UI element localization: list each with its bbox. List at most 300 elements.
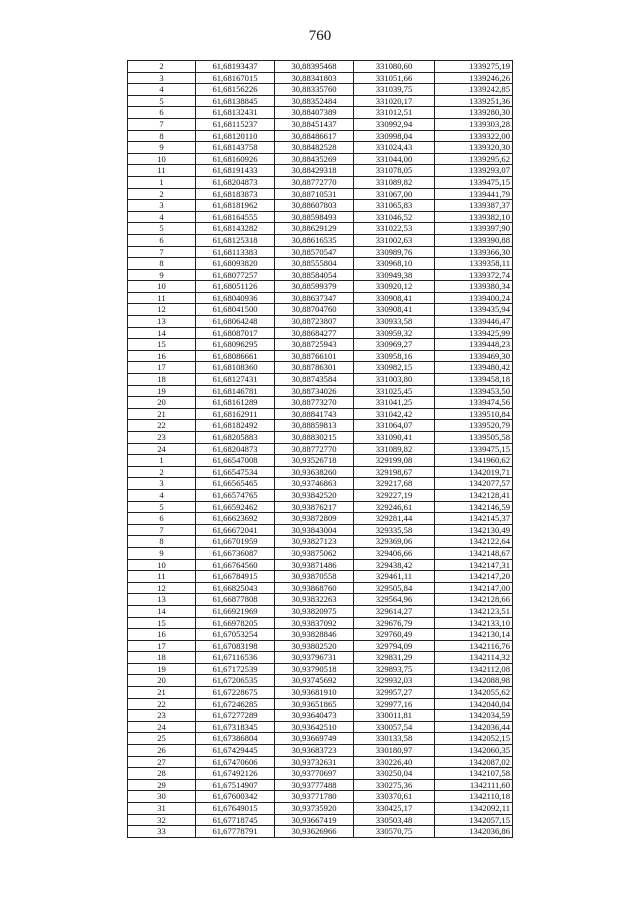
latitude-cell: 61,67649015	[196, 803, 275, 815]
x-coordinate-cell: 329760,49	[354, 629, 435, 641]
table-row	[128, 710, 513, 722]
x-coordinate-cell: 331089,82	[354, 176, 435, 188]
latitude-cell: 61,68182492	[196, 420, 275, 432]
y-coordinate-cell: 1342130,14	[435, 629, 513, 641]
x-coordinate-cell: 329217,68	[354, 478, 435, 490]
longitude-cell: 30,88429318	[275, 165, 354, 177]
latitude-cell: 61,68120110	[196, 130, 275, 142]
y-coordinate-cell: 1342122,64	[435, 536, 513, 548]
latitude-cell: 61,67600342	[196, 791, 275, 803]
point-number-cell: 22	[128, 698, 196, 710]
point-number-cell: 24	[128, 721, 196, 733]
x-coordinate-cell: 330503,48	[354, 814, 435, 826]
x-coordinate-cell: 331046,52	[354, 211, 435, 223]
y-coordinate-cell: 1342034,59	[435, 710, 513, 722]
longitude-cell: 30,93626966	[275, 826, 354, 838]
latitude-cell: 61,66547008	[196, 455, 275, 467]
point-number-cell: 2	[128, 188, 196, 200]
point-number-cell: 19	[128, 385, 196, 397]
latitude-cell: 61,68087017	[196, 327, 275, 339]
point-number-cell: 2	[128, 466, 196, 478]
table-row	[128, 721, 513, 733]
y-coordinate-cell: 1339382,10	[435, 211, 513, 223]
longitude-cell: 30,88637347	[275, 292, 354, 304]
longitude-cell: 30,93683723	[275, 745, 354, 757]
y-coordinate-cell: 1342057,15	[435, 814, 513, 826]
longitude-cell: 30,93820975	[275, 605, 354, 617]
y-coordinate-cell: 1339480,42	[435, 362, 513, 374]
table-row	[128, 84, 513, 96]
longitude-cell: 30,88341803	[275, 72, 354, 84]
longitude-cell: 30,88335760	[275, 84, 354, 96]
y-coordinate-cell: 1339380,34	[435, 281, 513, 293]
latitude-cell: 61,66764560	[196, 559, 275, 571]
point-number-cell: 22	[128, 420, 196, 432]
point-number-cell: 21	[128, 687, 196, 699]
x-coordinate-cell: 329461,11	[354, 571, 435, 583]
latitude-cell: 61,68160926	[196, 153, 275, 165]
y-coordinate-cell: 1342019,71	[435, 466, 513, 478]
point-number-cell: 33	[128, 826, 196, 838]
x-coordinate-cell: 331024,43	[354, 142, 435, 154]
x-coordinate-cell: 330250,04	[354, 768, 435, 780]
latitude-cell: 61,67492126	[196, 768, 275, 780]
x-coordinate-cell: 330920,12	[354, 281, 435, 293]
point-number-cell: 13	[128, 316, 196, 328]
latitude-cell: 61,67277289	[196, 710, 275, 722]
y-coordinate-cell: 1339475,15	[435, 443, 513, 455]
x-coordinate-cell: 331064,07	[354, 420, 435, 432]
table-row	[128, 118, 513, 130]
point-number-cell: 9	[128, 142, 196, 154]
latitude-cell: 61,68143282	[196, 223, 275, 235]
point-number-cell: 26	[128, 745, 196, 757]
longitude-cell: 30,88772770	[275, 176, 354, 188]
coordinates-table	[127, 60, 513, 838]
y-coordinate-cell: 1339435,94	[435, 304, 513, 316]
point-number-cell: 7	[128, 118, 196, 130]
table-row	[128, 176, 513, 188]
table-row	[128, 281, 513, 293]
longitude-cell: 30,88725943	[275, 339, 354, 351]
table-row	[128, 292, 513, 304]
x-coordinate-cell: 329335,58	[354, 524, 435, 536]
longitude-cell: 30,93828846	[275, 629, 354, 641]
table-row	[128, 733, 513, 745]
y-coordinate-cell: 1342111,60	[435, 779, 513, 791]
x-coordinate-cell: 329199,08	[354, 455, 435, 467]
latitude-cell: 61,68040936	[196, 292, 275, 304]
point-number-cell: 3	[128, 200, 196, 212]
y-coordinate-cell: 1342133,10	[435, 617, 513, 629]
y-coordinate-cell: 1341960,62	[435, 455, 513, 467]
y-coordinate-cell: 1339280,30	[435, 107, 513, 119]
table-row	[128, 211, 513, 223]
x-coordinate-cell: 331080,60	[354, 61, 435, 73]
point-number-cell: 19	[128, 663, 196, 675]
y-coordinate-cell: 1339303,28	[435, 118, 513, 130]
x-coordinate-cell: 330908,41	[354, 304, 435, 316]
table-row	[128, 455, 513, 467]
point-number-cell: 9	[128, 547, 196, 559]
longitude-cell: 30,93842520	[275, 489, 354, 501]
longitude-cell: 30,88766101	[275, 350, 354, 362]
latitude-cell: 61,68125318	[196, 234, 275, 246]
y-coordinate-cell: 1339387,37	[435, 200, 513, 212]
page-number: 760	[308, 28, 332, 44]
y-coordinate-cell: 1342147,20	[435, 571, 513, 583]
point-number-cell: 8	[128, 536, 196, 548]
longitude-cell: 30,93640473	[275, 710, 354, 722]
y-coordinate-cell: 1339251,36	[435, 95, 513, 107]
y-coordinate-cell: 1339505,58	[435, 432, 513, 444]
point-number-cell: 4	[128, 211, 196, 223]
longitude-cell: 30,93681910	[275, 687, 354, 699]
y-coordinate-cell: 1339242,85	[435, 84, 513, 96]
latitude-cell: 61,68113383	[196, 246, 275, 258]
table-row	[128, 304, 513, 316]
y-coordinate-cell: 1339448,23	[435, 339, 513, 351]
table-row	[128, 478, 513, 490]
y-coordinate-cell: 1342112,08	[435, 663, 513, 675]
point-number-cell: 12	[128, 304, 196, 316]
latitude-cell: 61,66574765	[196, 489, 275, 501]
x-coordinate-cell: 331089,82	[354, 443, 435, 455]
table-row	[128, 246, 513, 258]
y-coordinate-cell: 1339458,18	[435, 374, 513, 386]
y-coordinate-cell: 1339510,84	[435, 408, 513, 420]
x-coordinate-cell: 331044,00	[354, 153, 435, 165]
x-coordinate-cell: 331041,25	[354, 397, 435, 409]
latitude-cell: 61,68143758	[196, 142, 275, 154]
table-row	[128, 200, 513, 212]
longitude-cell: 30,88486617	[275, 130, 354, 142]
x-coordinate-cell: 331065,83	[354, 200, 435, 212]
table-row	[128, 142, 513, 154]
longitude-cell: 30,88607803	[275, 200, 354, 212]
latitude-cell: 61,67514907	[196, 779, 275, 791]
point-number-cell: 21	[128, 408, 196, 420]
x-coordinate-cell: 330968,10	[354, 258, 435, 270]
table-row	[128, 385, 513, 397]
table-row	[128, 339, 513, 351]
longitude-cell: 30,93771780	[275, 791, 354, 803]
point-number-cell: 6	[128, 107, 196, 119]
point-number-cell: 15	[128, 339, 196, 351]
point-number-cell: 6	[128, 234, 196, 246]
point-number-cell: 14	[128, 605, 196, 617]
latitude-cell: 61,67053254	[196, 629, 275, 641]
x-coordinate-cell: 329406,66	[354, 547, 435, 559]
longitude-cell: 30,93832263	[275, 594, 354, 606]
latitude-cell: 61,68096295	[196, 339, 275, 351]
point-number-cell: 13	[128, 594, 196, 606]
latitude-cell: 61,68041500	[196, 304, 275, 316]
coordinates-table-body	[128, 61, 513, 838]
y-coordinate-cell: 1339425,99	[435, 327, 513, 339]
longitude-cell: 30,88629129	[275, 223, 354, 235]
longitude-cell: 30,88482528	[275, 142, 354, 154]
y-coordinate-cell: 1342088,98	[435, 675, 513, 687]
longitude-cell: 30,88734026	[275, 385, 354, 397]
point-number-cell: 3	[128, 478, 196, 490]
latitude-cell: 61,66592462	[196, 501, 275, 513]
latitude-cell: 61,67228675	[196, 687, 275, 699]
latitude-cell: 61,67116536	[196, 652, 275, 664]
longitude-cell: 30,88704760	[275, 304, 354, 316]
y-coordinate-cell: 1342128,41	[435, 489, 513, 501]
y-coordinate-cell: 1342114,32	[435, 652, 513, 664]
longitude-cell: 30,93876217	[275, 501, 354, 513]
latitude-cell: 61,66623692	[196, 513, 275, 525]
x-coordinate-cell: 329438,42	[354, 559, 435, 571]
table-row	[128, 188, 513, 200]
longitude-cell: 30,88710531	[275, 188, 354, 200]
x-coordinate-cell: 329505,84	[354, 582, 435, 594]
y-coordinate-cell: 1339293,07	[435, 165, 513, 177]
x-coordinate-cell: 329281,44	[354, 513, 435, 525]
table-row	[128, 269, 513, 281]
latitude-cell: 61,68051126	[196, 281, 275, 293]
y-coordinate-cell: 1342130,49	[435, 524, 513, 536]
table-row	[128, 489, 513, 501]
point-number-cell: 18	[128, 374, 196, 386]
point-number-cell: 11	[128, 292, 196, 304]
point-number-cell: 10	[128, 559, 196, 571]
latitude-cell: 61,66736087	[196, 547, 275, 559]
point-number-cell: 24	[128, 443, 196, 455]
x-coordinate-cell: 331039,75	[354, 84, 435, 96]
point-number-cell: 1	[128, 176, 196, 188]
latitude-cell: 61,68181962	[196, 200, 275, 212]
latitude-cell: 61,68204873	[196, 176, 275, 188]
point-number-cell: 10	[128, 281, 196, 293]
latitude-cell: 61,68138845	[196, 95, 275, 107]
latitude-cell: 61,68183873	[196, 188, 275, 200]
y-coordinate-cell: 1339295,62	[435, 153, 513, 165]
point-number-cell: 3	[128, 72, 196, 84]
y-coordinate-cell: 1342060,35	[435, 745, 513, 757]
point-number-cell: 23	[128, 710, 196, 722]
longitude-cell: 30,93868760	[275, 582, 354, 594]
table-row	[128, 779, 513, 791]
point-number-cell: 7	[128, 246, 196, 258]
latitude-cell: 61,68077257	[196, 269, 275, 281]
x-coordinate-cell: 331025,45	[354, 385, 435, 397]
table-row	[128, 466, 513, 478]
latitude-cell: 61,67778791	[196, 826, 275, 838]
x-coordinate-cell: 330057,54	[354, 721, 435, 733]
y-coordinate-cell: 1342148,67	[435, 547, 513, 559]
longitude-cell: 30,93745692	[275, 675, 354, 687]
x-coordinate-cell: 330959,32	[354, 327, 435, 339]
point-number-cell: 4	[128, 84, 196, 96]
table-row	[128, 536, 513, 548]
y-coordinate-cell: 1342052,15	[435, 733, 513, 745]
latitude-cell: 61,68093820	[196, 258, 275, 270]
longitude-cell: 30,93802520	[275, 640, 354, 652]
point-number-cell: 11	[128, 165, 196, 177]
longitude-cell: 30,88395468	[275, 61, 354, 73]
longitude-cell: 30,93732631	[275, 756, 354, 768]
latitude-cell: 61,66565465	[196, 478, 275, 490]
y-coordinate-cell: 1342128,66	[435, 594, 513, 606]
point-number-cell: 18	[128, 652, 196, 664]
x-coordinate-cell: 331090,41	[354, 432, 435, 444]
table-row	[128, 223, 513, 235]
y-coordinate-cell: 1339246,26	[435, 72, 513, 84]
x-coordinate-cell: 331051,66	[354, 72, 435, 84]
longitude-cell: 30,93770697	[275, 768, 354, 780]
table-row	[128, 756, 513, 768]
latitude-cell: 61,68164555	[196, 211, 275, 223]
table-row	[128, 698, 513, 710]
point-number-cell: 6	[128, 513, 196, 525]
longitude-cell: 30,93843004	[275, 524, 354, 536]
table-row	[128, 803, 513, 815]
point-number-cell: 2	[128, 61, 196, 73]
point-number-cell: 5	[128, 501, 196, 513]
x-coordinate-cell: 329564,96	[354, 594, 435, 606]
latitude-cell: 61,68167015	[196, 72, 275, 84]
longitude-cell: 30,88772770	[275, 443, 354, 455]
longitude-cell: 30,93735920	[275, 803, 354, 815]
table-row	[128, 663, 513, 675]
point-number-cell: 29	[128, 779, 196, 791]
longitude-cell: 30,93777488	[275, 779, 354, 791]
longitude-cell: 30,88773270	[275, 397, 354, 409]
point-number-cell: 8	[128, 258, 196, 270]
x-coordinate-cell: 330949,38	[354, 269, 435, 281]
table-row	[128, 432, 513, 444]
y-coordinate-cell: 1342110,18	[435, 791, 513, 803]
point-number-cell: 10	[128, 153, 196, 165]
longitude-cell: 30,93651865	[275, 698, 354, 710]
table-row	[128, 258, 513, 270]
point-number-cell: 8	[128, 130, 196, 142]
x-coordinate-cell: 331078,05	[354, 165, 435, 177]
table-row	[128, 327, 513, 339]
y-coordinate-cell: 1342107,58	[435, 768, 513, 780]
x-coordinate-cell: 330989,76	[354, 246, 435, 258]
latitude-cell: 61,68132431	[196, 107, 275, 119]
y-coordinate-cell: 1339366,30	[435, 246, 513, 258]
table-row	[128, 374, 513, 386]
table-row	[128, 72, 513, 84]
x-coordinate-cell: 330908,41	[354, 292, 435, 304]
point-number-cell: 23	[128, 432, 196, 444]
point-number-cell: 30	[128, 791, 196, 803]
y-coordinate-cell: 1339441,79	[435, 188, 513, 200]
table-row	[128, 768, 513, 780]
y-coordinate-cell: 1339320,30	[435, 142, 513, 154]
longitude-cell: 30,88786301	[275, 362, 354, 374]
point-number-cell: 11	[128, 571, 196, 583]
table-row	[128, 443, 513, 455]
latitude-cell: 61,68161289	[196, 397, 275, 409]
y-coordinate-cell: 1339446,47	[435, 316, 513, 328]
latitude-cell: 61,68115237	[196, 118, 275, 130]
latitude-cell: 61,68193437	[196, 61, 275, 73]
longitude-cell: 30,93790518	[275, 663, 354, 675]
x-coordinate-cell: 330933,58	[354, 316, 435, 328]
x-coordinate-cell: 331002,63	[354, 234, 435, 246]
longitude-cell: 30,93669749	[275, 733, 354, 745]
x-coordinate-cell: 329198,67	[354, 466, 435, 478]
x-coordinate-cell: 330958,16	[354, 350, 435, 362]
y-coordinate-cell: 1342040,04	[435, 698, 513, 710]
x-coordinate-cell: 329369,06	[354, 536, 435, 548]
latitude-cell: 61,68108360	[196, 362, 275, 374]
x-coordinate-cell: 330226,40	[354, 756, 435, 768]
table-row	[128, 153, 513, 165]
longitude-cell: 30,88352484	[275, 95, 354, 107]
table-row	[128, 814, 513, 826]
table-row	[128, 687, 513, 699]
point-number-cell: 15	[128, 617, 196, 629]
table-row	[128, 362, 513, 374]
x-coordinate-cell: 330998,04	[354, 130, 435, 142]
longitude-cell: 30,88451437	[275, 118, 354, 130]
latitude-cell: 61,66877808	[196, 594, 275, 606]
point-number-cell: 16	[128, 350, 196, 362]
latitude-cell: 61,67386804	[196, 733, 275, 745]
longitude-cell: 30,93875062	[275, 547, 354, 559]
y-coordinate-cell: 1342116,76	[435, 640, 513, 652]
y-coordinate-cell: 1339322,00	[435, 130, 513, 142]
table-row	[128, 165, 513, 177]
table-row	[128, 234, 513, 246]
longitude-cell: 30,93871486	[275, 559, 354, 571]
table-row	[128, 350, 513, 362]
latitude-cell: 61,66701959	[196, 536, 275, 548]
latitude-cell: 61,66978205	[196, 617, 275, 629]
latitude-cell: 61,68064248	[196, 316, 275, 328]
latitude-cell: 61,67470606	[196, 756, 275, 768]
x-coordinate-cell: 331067,00	[354, 188, 435, 200]
table-row	[128, 559, 513, 571]
latitude-cell: 61,68146781	[196, 385, 275, 397]
latitude-cell: 61,68156226	[196, 84, 275, 96]
point-number-cell: 4	[128, 489, 196, 501]
table-row	[128, 791, 513, 803]
x-coordinate-cell: 329932,03	[354, 675, 435, 687]
x-coordinate-cell: 329676,79	[354, 617, 435, 629]
longitude-cell: 30,88830215	[275, 432, 354, 444]
longitude-cell: 30,88684277	[275, 327, 354, 339]
longitude-cell: 30,93872809	[275, 513, 354, 525]
latitude-cell: 61,68162911	[196, 408, 275, 420]
y-coordinate-cell: 1342087,02	[435, 756, 513, 768]
latitude-cell: 61,67318345	[196, 721, 275, 733]
point-number-cell: 5	[128, 223, 196, 235]
table-row	[128, 571, 513, 583]
latitude-cell: 61,68191433	[196, 165, 275, 177]
longitude-cell: 30,88435269	[275, 153, 354, 165]
x-coordinate-cell: 330370,61	[354, 791, 435, 803]
y-coordinate-cell: 1339475,15	[435, 176, 513, 188]
table-row	[128, 675, 513, 687]
y-coordinate-cell: 1339397,90	[435, 223, 513, 235]
x-coordinate-cell: 330982,15	[354, 362, 435, 374]
y-coordinate-cell: 1339400,24	[435, 292, 513, 304]
y-coordinate-cell: 1342036,44	[435, 721, 513, 733]
table-row	[128, 617, 513, 629]
table-row	[128, 513, 513, 525]
latitude-cell: 61,67172539	[196, 663, 275, 675]
longitude-cell: 30,93870558	[275, 571, 354, 583]
x-coordinate-cell: 329977,16	[354, 698, 435, 710]
